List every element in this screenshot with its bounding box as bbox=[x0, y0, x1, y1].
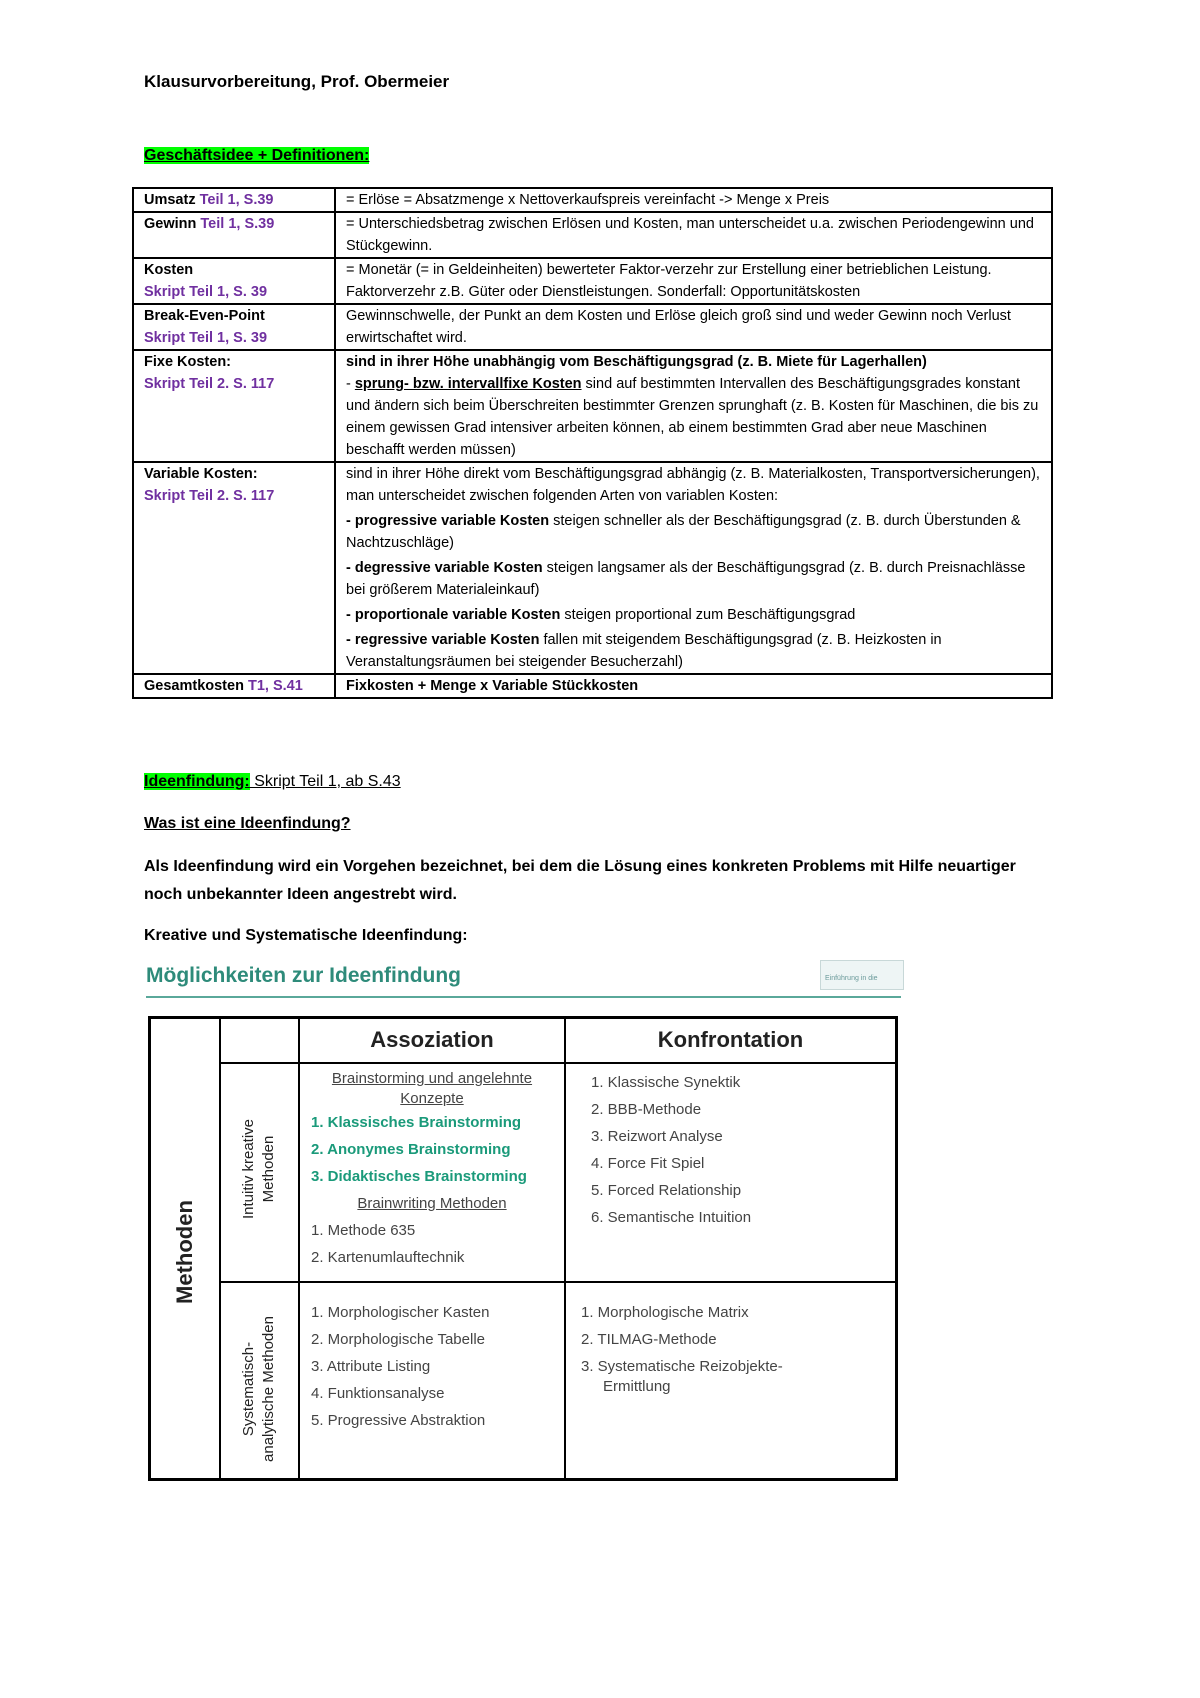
slide-image bbox=[140, 960, 910, 1485]
list-item: 4. Force Fit Spiel bbox=[591, 1155, 705, 1172]
list-item: 2. Anonymes Brainstorming bbox=[311, 1141, 511, 1158]
list-item: 5. Forced Relationship bbox=[591, 1182, 742, 1199]
page-title: Klausurvorbereitung, Prof. Obermeier bbox=[144, 72, 450, 91]
list-item: 4. Funktionsanalyse bbox=[311, 1385, 445, 1402]
cell-assoziation-systematisch bbox=[311, 1299, 561, 1434]
answer-paragraph: Als Ideenfindung wird ein Vorgehen bezeichnet, bei dem die Lösung eines konkreten Problems mit Hilfe neuartiger noch unbekannter Ideen angestrebt wird. bbox=[144, 858, 1016, 903]
table-row bbox=[133, 212, 1052, 258]
cell-assoziation-kreativ bbox=[301, 1069, 563, 1271]
definition-cell: = Unterschiedsbetrag zwischen Erlösen und Kosten, man unterscheidet u.a. zwischen Periodengewinn und Stückgewinn. bbox=[335, 212, 1052, 258]
section-heading-definitions: Geschäftsidee + Definitionen: bbox=[144, 147, 370, 164]
row-label-systematisch: Systematisch- analytische Methoden bbox=[240, 1316, 277, 1462]
list-item: 1. Klassisches Brainstorming bbox=[311, 1114, 522, 1131]
term-cell: Fixe Kosten: Skript Teil 2. S. 117 bbox=[133, 350, 335, 462]
list-item: 5. Progressive Abstraktion bbox=[311, 1412, 486, 1429]
definition-cell: = Erlöse = Absatzmenge x Nettoverkaufspreis vereinfacht -> Menge x Preis bbox=[335, 188, 1052, 212]
list-item: 3. Attribute Listing bbox=[311, 1358, 431, 1375]
term-cell: Umsatz Teil 1, S.39 bbox=[133, 188, 335, 212]
list-item: 1. Morphologische Matrix bbox=[581, 1304, 749, 1321]
row-label-intuitiv: Intuitiv kreative Methoden bbox=[240, 1118, 277, 1220]
cell-konfrontation-kreativ bbox=[591, 1069, 891, 1231]
definition-cell: sind in ihrer Höhe direkt vom Beschäftigungsgrad abhängig (z. B. Materialkosten, Transportversicherungen), man unterscheidet zwischen folgenden Arten von variablen Kosten: - progressive variable Kosten steigen schneller als der Beschäftigungsgrad (z. B. durch Überstunden & Nachtzuschläge) - degressive variable Kosten steigen langsamer als der Beschäftigungsgrad (z. B. durch Preisnachlässe bei größerem Materialeinkauf) - proportionale variable Kosten steigen proportional zum Beschäftigungsgrad - regressive variable Kosten fallen mit steigendem Beschäftigungsgrad (z. B. Heizkosten in Veranstaltungsräumen bei steigender Besucherzahl) bbox=[335, 462, 1052, 674]
list-item: 3. Didaktisches Brainstorming bbox=[311, 1168, 527, 1185]
table-row bbox=[133, 258, 1052, 304]
logo: Einführung in die bbox=[820, 960, 904, 990]
list-item: 2. Kartenumlauftechnik bbox=[311, 1249, 465, 1266]
list-item: 1. Klassische Synektik bbox=[591, 1074, 741, 1091]
list-item: 2. BBB-Methode bbox=[591, 1101, 702, 1118]
definition-cell: sind in ihrer Höhe unabhängig vom Beschäftigungsgrad (z. B. Miete für Lagerhallen) - sprung- bzw. intervallfixe Kosten sind auf bestimmten Intervallen des Beschäftigungsgrades konstant und ändern sich beim Überschreiten bestimmter Grenzen sprunghaft (z. B. Kosten für Maschinen, die bis zu einem gewissen Grad intensiver arbeiten können, ab einem bestimmten Grad aber neue Maschinen beschafft werden müssen) bbox=[335, 350, 1052, 462]
table-row bbox=[133, 188, 1052, 212]
subheading: Kreative und Systematische Ideenfindung: bbox=[144, 927, 468, 944]
table-row bbox=[133, 462, 1052, 674]
list-item: 1. Morphologischer Kasten bbox=[311, 1304, 490, 1321]
slide-title: Möglichkeiten zur Ideenfindung bbox=[146, 964, 461, 987]
column-header-assoziation: Assoziation bbox=[370, 1027, 494, 1052]
term-cell: Gesamtkosten T1, S.41 bbox=[133, 674, 335, 698]
table-row bbox=[133, 304, 1052, 350]
term-cell: Break-Even-Point Skript Teil 1, S. 39 bbox=[133, 304, 335, 350]
list-item: Ermittlung bbox=[603, 1378, 671, 1395]
column-header-konfrontation: Konfrontation bbox=[657, 1027, 804, 1052]
subheading-brainwriting: Brainwriting Methoden bbox=[357, 1195, 507, 1212]
subheading-brainstorming: Brainstorming und angelehnte Konzepte bbox=[331, 1070, 533, 1107]
list-item: 3. Reizwort Analyse bbox=[591, 1128, 723, 1145]
list-item: 2. Morphologische Tabelle bbox=[311, 1331, 486, 1348]
definitions-table bbox=[132, 187, 1053, 699]
table-row bbox=[133, 674, 1052, 698]
definition-cell: Gewinnschwelle, der Punkt an dem Kosten und Erlöse gleich groß sind und weder Gewinn noch Verlust erwirtschaftet wird. bbox=[335, 304, 1052, 350]
section-heading-ideenfindung: Ideenfindung: Skript Teil 1, ab S.43 bbox=[144, 773, 401, 790]
methods-matrix bbox=[148, 1016, 898, 1481]
table-row bbox=[133, 350, 1052, 462]
row-group-label: Methoden bbox=[172, 1200, 197, 1304]
title-divider bbox=[146, 996, 901, 998]
definition-cell: = Monetär (= in Geldeinheiten) bewerteter Faktor-verzehr zur Erstellung einer betrieblichen Leistung. Faktorverzehr z.B. Güter oder Dienstleistungen. Sonderfall: Opportunitätskosten bbox=[335, 258, 1052, 304]
term-cell: Kosten Skript Teil 1, S. 39 bbox=[133, 258, 335, 304]
list-item: 1. Methode 635 bbox=[311, 1222, 416, 1239]
definition-cell: Fixkosten + Menge x Variable Stückkosten bbox=[335, 674, 1052, 698]
list-item: 2. TILMAG-Methode bbox=[581, 1331, 717, 1348]
term-cell: Gewinn Teil 1, S.39 bbox=[133, 212, 335, 258]
cell-konfrontation-systematisch bbox=[581, 1299, 891, 1397]
term-cell: Variable Kosten: Skript Teil 2. S. 117 bbox=[133, 462, 335, 674]
question-heading: Was ist eine Ideenfindung? bbox=[144, 815, 351, 832]
list-item: 3. Systematische Reizobjekte- bbox=[581, 1358, 783, 1375]
list-item: 6. Semantische Intuition bbox=[591, 1209, 752, 1226]
